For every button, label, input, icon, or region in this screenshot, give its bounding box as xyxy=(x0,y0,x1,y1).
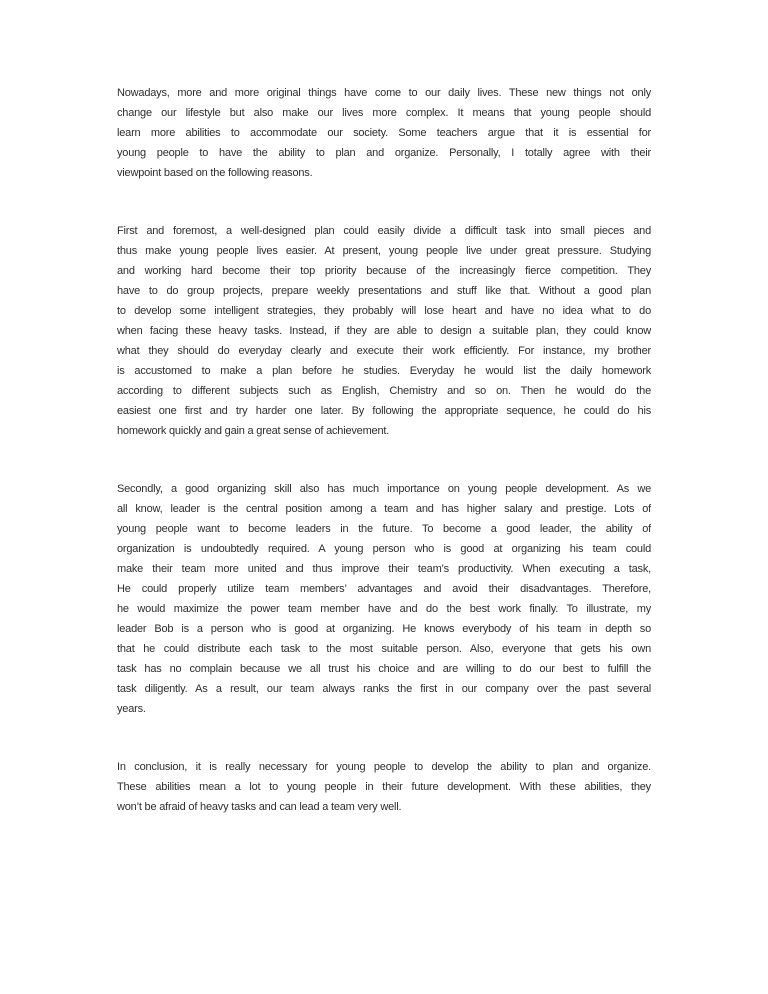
text-line: In conclusion, it is really necessary for young people to develop the ability to plan and organize. xyxy=(117,761,651,773)
text-line: to develop some intelligent strategies, they probably will lose heart and have no idea what to do xyxy=(117,305,651,317)
paragraph xyxy=(117,221,651,441)
text-line: make their team more united and thus improve their team’s productivity. When executing a task, xyxy=(117,563,651,575)
text-line: young people want to become leaders in the future. To become a good leader, the ability of xyxy=(117,523,651,535)
text-line: easiest one first and try harder one later. By following the appropriate sequence, he could do his xyxy=(117,405,651,417)
text-line: that he could distribute each task to the most suitable person. Also, everyone that gets his own xyxy=(117,643,651,655)
paragraph xyxy=(117,757,651,817)
text-line: Nowadays, more and more original things have come to our daily lives. These new things not only xyxy=(117,87,651,99)
text-line: he would maximize the power team member have and do the best work finally. To illustrate, my xyxy=(117,603,651,615)
text-line: task diligently. As a result, our team always ranks the first in our company over the past several xyxy=(117,683,651,695)
text-line: Secondly, a good organizing skill also has much importance on young people development. As we xyxy=(117,483,651,495)
text-line: task has no complain because we all trust his choice and are willing to do our best to fulfill the xyxy=(117,663,651,675)
text-line: won’t be afraid of heavy tasks and can lead a team very well. xyxy=(117,801,402,813)
paragraph xyxy=(117,479,651,719)
paragraph xyxy=(117,83,651,183)
text-line: years. xyxy=(117,703,146,715)
text-line: thus make young people lives easier. At present, young people live under great pressure. Studying xyxy=(117,245,651,257)
text-line: These abilities mean a lot to young people in their future development. With these abilities, they xyxy=(117,781,651,793)
text-line: First and foremost, a well-designed plan could easily divide a difficult task into small pieces and xyxy=(117,225,651,237)
text-line: all know, leader is the central position among a team and has higher salary and prestige. Lots of xyxy=(117,503,651,515)
essay-body xyxy=(117,83,651,817)
text-line: what they should do everyday clearly and execute their work efficiently. For instance, my brother xyxy=(117,345,651,357)
text-line: He could properly utilize team members’ advantages and avoid their disadvantages. Therefore, xyxy=(117,583,651,595)
text-line: organization is undoubtedly required. A young person who is good at organizing his team could xyxy=(117,543,651,555)
text-line: according to different subjects such as English, Chemistry and so on. Then he would do the xyxy=(117,385,651,397)
text-line: when facing these heavy tasks. Instead, if they are able to design a suitable plan, they could know xyxy=(117,325,651,337)
text-line: is accustomed to make a plan before he studies. Everyday he would list the daily homework xyxy=(117,365,651,377)
text-line: have to do group projects, prepare weekly presentations and stuff like that. Without a good plan xyxy=(117,285,651,297)
text-line: leader Bob is a person who is good at organizing. He knows everybody of his team in depth so xyxy=(117,623,651,635)
text-line: change our lifestyle but also make our lives more complex. It means that young people should xyxy=(117,107,651,119)
text-line: young people to have the ability to plan and organize. Personally, I totally agree with their xyxy=(117,147,651,159)
text-line: learn more abilities to accommodate our society. Some teachers argue that it is essential for xyxy=(117,127,651,139)
text-line: homework quickly and gain a great sense of achievement. xyxy=(117,425,390,437)
text-line: and working hard become their top priority because of the increasingly fierce competition. They xyxy=(117,265,651,277)
text-line: viewpoint based on the following reasons. xyxy=(117,167,313,179)
